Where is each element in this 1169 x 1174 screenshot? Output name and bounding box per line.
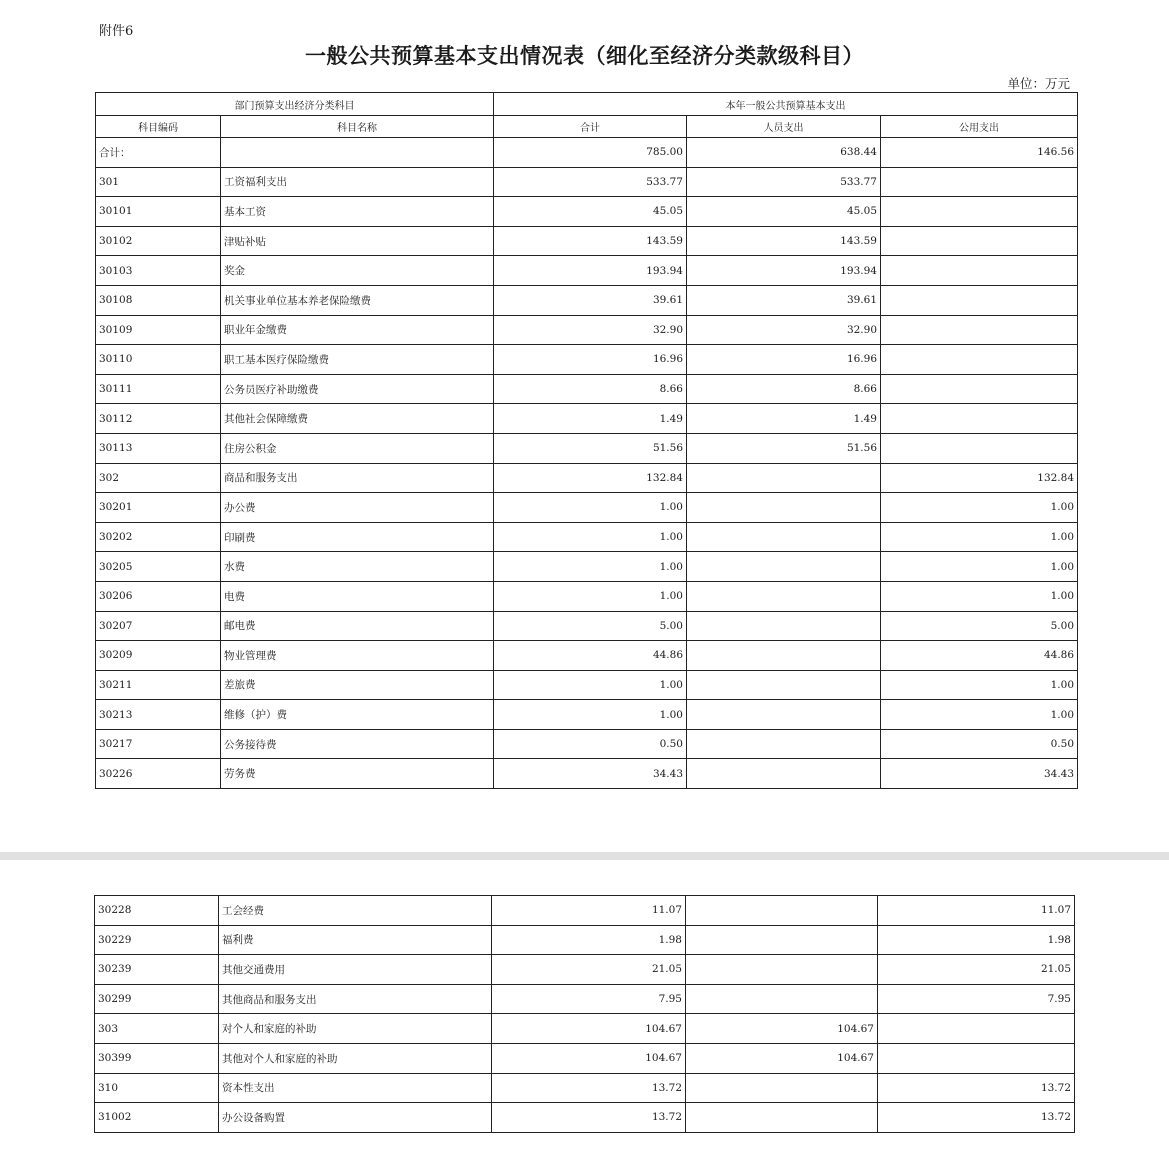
row-public-cell bbox=[881, 404, 1078, 434]
row-public-cell: 1.00 bbox=[881, 700, 1078, 730]
row-total-cell: 132.84 bbox=[494, 463, 687, 493]
row-code-cell: 30207 bbox=[96, 611, 221, 641]
row-total-cell: 785.00 bbox=[494, 138, 687, 168]
row-total-cell: 45.05 bbox=[494, 197, 687, 227]
row-personnel-cell bbox=[687, 670, 881, 700]
row-name-cell: 公务接待费 bbox=[221, 729, 494, 759]
budget-table-continued bbox=[94, 895, 1075, 1133]
table-row bbox=[96, 256, 1078, 286]
table-row bbox=[96, 226, 1078, 256]
row-total-cell: 51.56 bbox=[494, 433, 687, 463]
row-public-cell: 1.00 bbox=[881, 493, 1078, 523]
row-name-cell bbox=[221, 138, 494, 168]
table-row bbox=[96, 463, 1078, 493]
table-row bbox=[96, 315, 1078, 345]
row-code-cell: 30211 bbox=[96, 670, 221, 700]
unit-label: 单位：万元 bbox=[1007, 76, 1070, 91]
row-name-cell: 物业管理费 bbox=[221, 641, 494, 671]
row-code-cell: 30229 bbox=[95, 925, 219, 955]
row-personnel-cell: 104.67 bbox=[686, 1043, 878, 1073]
row-total-cell: 21.05 bbox=[492, 955, 686, 985]
row-public-cell: 13.72 bbox=[878, 1103, 1075, 1133]
table-row bbox=[96, 670, 1078, 700]
row-public-cell bbox=[878, 1043, 1075, 1073]
row-code-cell: 30102 bbox=[96, 226, 221, 256]
table-row bbox=[95, 984, 1075, 1014]
row-personnel-cell: 638.44 bbox=[687, 138, 881, 168]
row-total-cell: 39.61 bbox=[494, 285, 687, 315]
row-code-cell: 303 bbox=[95, 1014, 219, 1044]
table-row bbox=[96, 641, 1078, 671]
row-code-cell: 30109 bbox=[96, 315, 221, 345]
row-name-cell: 其他社会保障缴费 bbox=[221, 404, 494, 434]
row-total-cell: 1.98 bbox=[492, 925, 686, 955]
row-personnel-cell: 32.90 bbox=[687, 315, 881, 345]
header-public: 公用支出 bbox=[881, 116, 1078, 138]
row-code-cell: 30202 bbox=[96, 522, 221, 552]
row-name-cell: 印刷费 bbox=[221, 522, 494, 552]
row-code-cell: 30110 bbox=[96, 345, 221, 375]
row-public-cell bbox=[881, 256, 1078, 286]
row-public-cell: 13.72 bbox=[878, 1073, 1075, 1103]
header-code: 科目编码 bbox=[96, 116, 221, 138]
row-name-cell: 工会经费 bbox=[219, 896, 492, 926]
table-row bbox=[95, 1103, 1075, 1133]
row-total-cell: 143.59 bbox=[494, 226, 687, 256]
row-public-cell: 1.00 bbox=[881, 581, 1078, 611]
row-personnel-cell bbox=[687, 522, 881, 552]
row-code-cell: 30111 bbox=[96, 374, 221, 404]
table-row bbox=[96, 167, 1078, 197]
row-name-cell: 维修（护）费 bbox=[221, 700, 494, 730]
row-public-cell: 7.95 bbox=[878, 984, 1075, 1014]
row-public-cell: 44.86 bbox=[881, 641, 1078, 671]
row-name-cell: 奖金 bbox=[221, 256, 494, 286]
row-code-cell: 30112 bbox=[96, 404, 221, 434]
row-public-cell bbox=[881, 167, 1078, 197]
row-code-cell: 30205 bbox=[96, 552, 221, 582]
row-total-cell: 1.00 bbox=[494, 552, 687, 582]
row-name-cell: 其他对个人和家庭的补助 bbox=[219, 1043, 492, 1073]
row-code-cell: 310 bbox=[95, 1073, 219, 1103]
row-code-cell: 30108 bbox=[96, 285, 221, 315]
row-personnel-cell bbox=[687, 581, 881, 611]
row-public-cell bbox=[878, 1014, 1075, 1044]
row-personnel-cell bbox=[686, 984, 878, 1014]
table-row bbox=[95, 896, 1075, 926]
row-code-cell: 30113 bbox=[96, 433, 221, 463]
row-public-cell bbox=[881, 374, 1078, 404]
row-name-cell: 邮电费 bbox=[221, 611, 494, 641]
row-personnel-cell: 533.77 bbox=[687, 167, 881, 197]
row-name-cell: 其他交通费用 bbox=[219, 955, 492, 985]
row-total-cell: 1.00 bbox=[494, 700, 687, 730]
row-personnel-cell: 39.61 bbox=[687, 285, 881, 315]
row-code-cell: 30101 bbox=[96, 197, 221, 227]
row-total-cell: 1.00 bbox=[494, 670, 687, 700]
row-personnel-cell bbox=[687, 552, 881, 582]
header-total: 合计 bbox=[494, 116, 687, 138]
row-personnel-cell bbox=[686, 896, 878, 926]
table-row bbox=[96, 285, 1078, 315]
row-total-cell: 7.95 bbox=[492, 984, 686, 1014]
row-public-cell: 132.84 bbox=[881, 463, 1078, 493]
row-personnel-cell bbox=[687, 700, 881, 730]
header-name: 科目名称 bbox=[221, 116, 494, 138]
header-group-classification: 部门预算支出经济分类科目 bbox=[96, 93, 494, 116]
table-row bbox=[96, 581, 1078, 611]
row-public-cell: 146.56 bbox=[881, 138, 1078, 168]
row-total-cell: 16.96 bbox=[494, 345, 687, 375]
row-public-cell: 1.98 bbox=[878, 925, 1075, 955]
row-name-cell: 电费 bbox=[221, 581, 494, 611]
row-personnel-cell bbox=[687, 493, 881, 523]
row-code-cell: 302 bbox=[96, 463, 221, 493]
row-name-cell: 对个人和家庭的补助 bbox=[219, 1014, 492, 1044]
table-row bbox=[96, 700, 1078, 730]
row-code-cell: 30103 bbox=[96, 256, 221, 286]
row-personnel-cell: 51.56 bbox=[687, 433, 881, 463]
row-code-cell: 30239 bbox=[95, 955, 219, 985]
row-personnel-cell bbox=[686, 925, 878, 955]
row-name-cell: 住房公积金 bbox=[221, 433, 494, 463]
row-personnel-cell: 45.05 bbox=[687, 197, 881, 227]
row-code-cell: 31002 bbox=[95, 1103, 219, 1133]
table-row bbox=[96, 552, 1078, 582]
row-total-cell: 1.00 bbox=[494, 493, 687, 523]
table-row bbox=[95, 955, 1075, 985]
row-code-cell: 30217 bbox=[96, 729, 221, 759]
row-personnel-cell bbox=[686, 1073, 878, 1103]
row-total-cell: 533.77 bbox=[494, 167, 687, 197]
row-personnel-cell: 143.59 bbox=[687, 226, 881, 256]
row-total-cell: 8.66 bbox=[494, 374, 687, 404]
row-public-cell bbox=[881, 285, 1078, 315]
row-name-cell: 商品和服务支出 bbox=[221, 463, 494, 493]
row-code-cell: 30226 bbox=[96, 759, 221, 789]
table-row bbox=[95, 1073, 1075, 1103]
row-total-cell: 32.90 bbox=[494, 315, 687, 345]
row-name-cell: 资本性支出 bbox=[219, 1073, 492, 1103]
row-code-cell: 30228 bbox=[95, 896, 219, 926]
row-name-cell: 津贴补贴 bbox=[221, 226, 494, 256]
row-total-cell: 11.07 bbox=[492, 896, 686, 926]
row-name-cell: 公务员医疗补助缴费 bbox=[221, 374, 494, 404]
row-name-cell: 机关事业单位基本养老保险缴费 bbox=[221, 285, 494, 315]
row-public-cell: 11.07 bbox=[878, 896, 1075, 926]
row-name-cell: 差旅费 bbox=[221, 670, 494, 700]
row-name-cell: 职工基本医疗保险缴费 bbox=[221, 345, 494, 375]
table-row bbox=[96, 197, 1078, 227]
row-public-cell: 1.00 bbox=[881, 552, 1078, 582]
table-row bbox=[95, 1043, 1075, 1073]
row-public-cell bbox=[881, 197, 1078, 227]
row-personnel-cell bbox=[686, 1103, 878, 1133]
row-personnel-cell: 16.96 bbox=[687, 345, 881, 375]
row-name-cell: 基本工资 bbox=[221, 197, 494, 227]
row-personnel-cell bbox=[687, 729, 881, 759]
row-personnel-cell: 8.66 bbox=[687, 374, 881, 404]
row-public-cell: 1.00 bbox=[881, 670, 1078, 700]
header-personnel: 人员支出 bbox=[687, 116, 881, 138]
row-code-cell: 301 bbox=[96, 167, 221, 197]
row-personnel-cell bbox=[687, 463, 881, 493]
row-personnel-cell bbox=[687, 759, 881, 789]
row-total-cell: 13.72 bbox=[492, 1103, 686, 1133]
row-total-cell: 0.50 bbox=[494, 729, 687, 759]
table-row bbox=[96, 759, 1078, 789]
row-name-cell: 工资福利支出 bbox=[221, 167, 494, 197]
row-total-cell: 104.67 bbox=[492, 1043, 686, 1073]
row-total-cell: 34.43 bbox=[494, 759, 687, 789]
table-row bbox=[96, 138, 1078, 168]
table-row bbox=[96, 345, 1078, 375]
row-total-cell: 193.94 bbox=[494, 256, 687, 286]
row-personnel-cell: 104.67 bbox=[686, 1014, 878, 1044]
header-group-basic-expenditure: 本年一般公共预算基本支出 bbox=[494, 93, 1078, 116]
table-row bbox=[96, 522, 1078, 552]
row-public-cell: 34.43 bbox=[881, 759, 1078, 789]
row-total-cell: 1.00 bbox=[494, 522, 687, 552]
row-code-cell: 30299 bbox=[95, 984, 219, 1014]
row-total-cell: 5.00 bbox=[494, 611, 687, 641]
row-name-cell: 劳务费 bbox=[221, 759, 494, 789]
row-public-cell bbox=[881, 345, 1078, 375]
document-page-2 bbox=[0, 860, 1169, 1174]
row-code-cell: 30201 bbox=[96, 493, 221, 523]
row-name-cell: 职业年金缴费 bbox=[221, 315, 494, 345]
row-public-cell: 0.50 bbox=[881, 729, 1078, 759]
table-row bbox=[96, 433, 1078, 463]
row-name-cell: 其他商品和服务支出 bbox=[219, 984, 492, 1014]
row-total-cell: 13.72 bbox=[492, 1073, 686, 1103]
row-name-cell: 水费 bbox=[221, 552, 494, 582]
row-code-cell: 30209 bbox=[96, 641, 221, 671]
row-total-cell: 1.00 bbox=[494, 581, 687, 611]
budget-table bbox=[95, 92, 1078, 789]
table-row bbox=[95, 1014, 1075, 1044]
table-row bbox=[96, 374, 1078, 404]
row-public-cell: 21.05 bbox=[878, 955, 1075, 985]
row-public-cell: 5.00 bbox=[881, 611, 1078, 641]
row-name-cell: 办公费 bbox=[221, 493, 494, 523]
row-personnel-cell bbox=[687, 641, 881, 671]
attachment-label: 附件6 bbox=[99, 24, 134, 39]
row-personnel-cell bbox=[687, 611, 881, 641]
row-code-cell: 合计： bbox=[96, 138, 221, 168]
table-row bbox=[96, 729, 1078, 759]
row-personnel-cell bbox=[686, 955, 878, 985]
row-name-cell: 福利费 bbox=[219, 925, 492, 955]
table-row bbox=[96, 611, 1078, 641]
row-public-cell: 1.00 bbox=[881, 522, 1078, 552]
row-code-cell: 30206 bbox=[96, 581, 221, 611]
row-public-cell bbox=[881, 315, 1078, 345]
page-title: 一般公共预算基本支出情况表（细化至经济分类款级科目） bbox=[305, 43, 864, 68]
table-row bbox=[95, 925, 1075, 955]
row-total-cell: 104.67 bbox=[492, 1014, 686, 1044]
row-total-cell: 44.86 bbox=[494, 641, 687, 671]
table-row bbox=[96, 493, 1078, 523]
row-total-cell: 1.49 bbox=[494, 404, 687, 434]
row-public-cell bbox=[881, 433, 1078, 463]
row-code-cell: 30213 bbox=[96, 700, 221, 730]
page-separator bbox=[0, 852, 1169, 860]
row-personnel-cell: 1.49 bbox=[687, 404, 881, 434]
row-code-cell: 30399 bbox=[95, 1043, 219, 1073]
row-personnel-cell: 193.94 bbox=[687, 256, 881, 286]
row-public-cell bbox=[881, 226, 1078, 256]
table-row bbox=[96, 404, 1078, 434]
row-name-cell: 办公设备购置 bbox=[219, 1103, 492, 1133]
